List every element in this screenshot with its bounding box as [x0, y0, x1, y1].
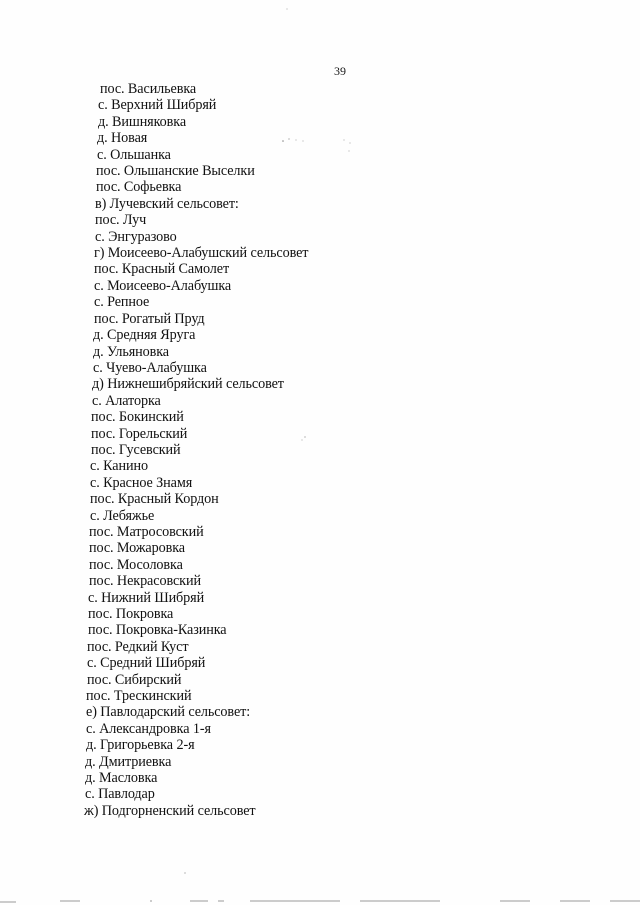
list-item: с. Репное	[94, 294, 150, 311]
list-item: с. Александровка 1-я	[86, 720, 211, 737]
list-item: д. Вишняковка	[98, 113, 187, 130]
list-item: с. Павлодар	[85, 786, 155, 803]
section-heading: е) Павлодарский сельсовет:	[86, 704, 251, 721]
list-item: пос. Горельский	[91, 425, 188, 442]
list-item: пос. Можаровка	[89, 540, 185, 557]
list-item: с. Верхний Шибряй	[98, 97, 217, 114]
list-item: пос. Красный Кордон	[90, 490, 219, 508]
list-item: пос. Ольшанские Выселки	[96, 162, 255, 180]
list-item: д. Масловка	[85, 769, 158, 787]
list-item: с. Энгуразово	[95, 228, 177, 245]
list-item: пос. Сибирский	[87, 671, 182, 688]
list-item: пос. Покровка	[88, 605, 174, 623]
section-heading: в) Лучевский сельсовет:	[95, 195, 239, 212]
list-item: пос. Красный Самолет	[94, 261, 230, 278]
list-item: с. Нижний Шибряй	[88, 589, 205, 606]
list-item: пос. Рогатый Пруд	[94, 310, 205, 327]
list-item: пос. Луч	[95, 212, 147, 229]
list-item: д. Ульяновка	[93, 343, 169, 360]
settlement-list	[86, 81, 308, 819]
list-item: с. Средний Шибряй	[87, 655, 206, 672]
list-item: пос. Васильевка	[100, 80, 197, 98]
list-item: пос. Трескинский	[86, 687, 192, 705]
list-item: с. Моисеево-Алабушка	[94, 277, 232, 295]
list-item: пос. Редкий Куст	[87, 638, 189, 655]
list-item: пос. Некрасовский	[89, 573, 201, 590]
list-item: с. Красное Знамя	[90, 474, 193, 491]
page-number: 39	[334, 64, 346, 78]
section-heading: г) Моисеево-Алабушский сельсовет	[94, 244, 309, 262]
list-item: с. Канино	[90, 458, 148, 475]
list-item: д. Средняя Яруга	[93, 326, 196, 344]
list-item: д. Дмитриевка	[85, 753, 172, 770]
list-item: пос. Софьевка	[96, 179, 182, 196]
list-item: д. Григорьевка 2-я	[86, 737, 195, 754]
list-item: с. Чуево-Алабушка	[93, 359, 207, 377]
list-item: с. Алаторка	[92, 392, 161, 409]
list-item: пос. Мосоловка	[89, 556, 183, 573]
list-item: пос. Бокинский	[91, 408, 184, 426]
list-item: с. Лебяжье	[90, 507, 155, 524]
section-heading: д) Нижнешибряйский сельсовет	[92, 376, 284, 393]
list-item: с. Ольшанка	[97, 146, 171, 163]
list-item: пос. Покровка-Казинка	[88, 622, 227, 639]
list-item: пос. Матросовский	[89, 523, 204, 541]
list-item: пос. Гусевский	[91, 441, 181, 459]
section-heading: ж) Подгорненский сельсовет	[84, 802, 256, 820]
list-item: д. Новая	[97, 130, 148, 147]
